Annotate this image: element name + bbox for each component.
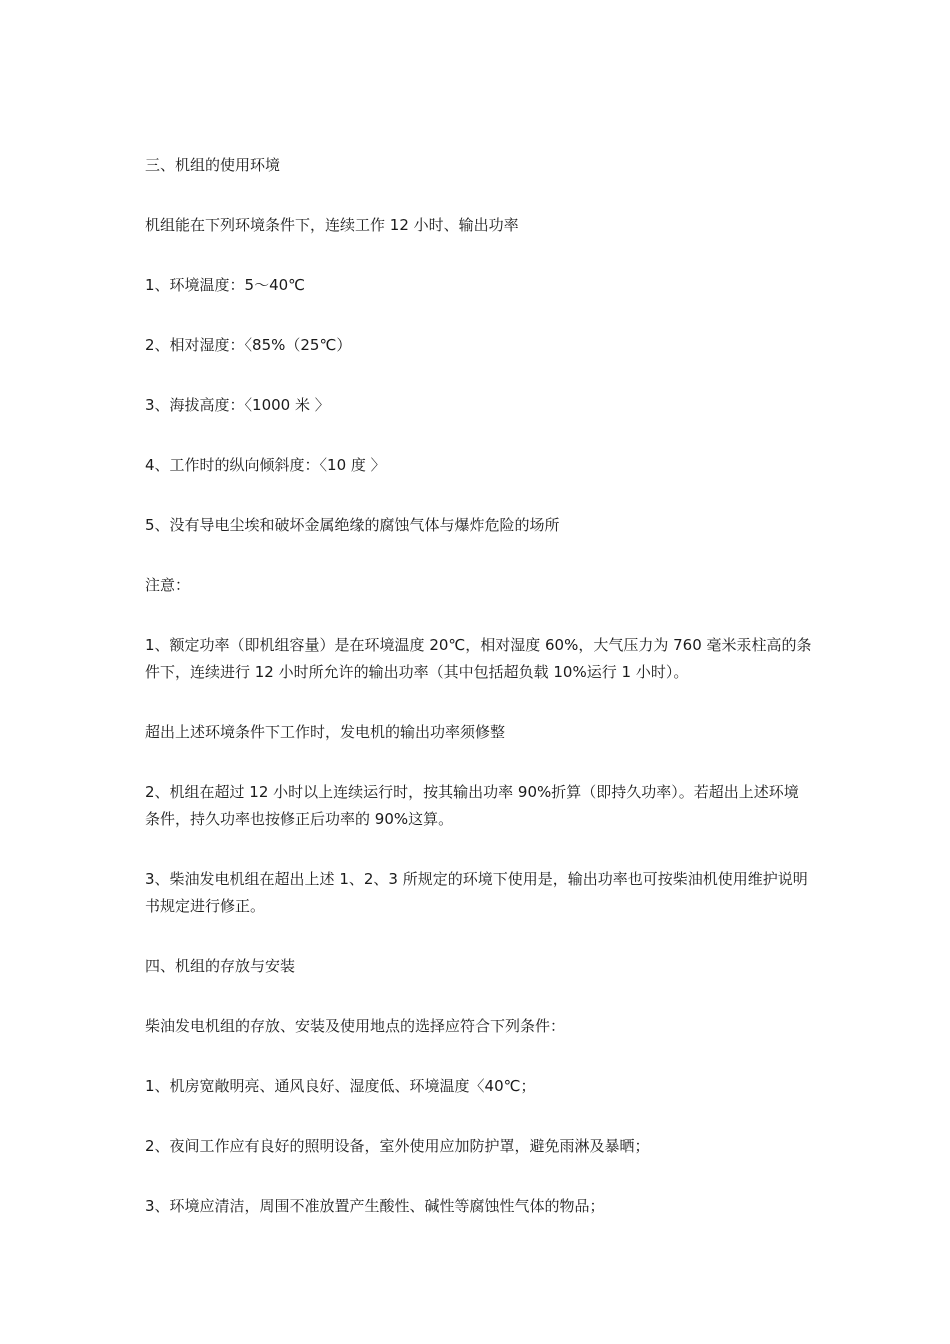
list-item: 2、机组在超过 12 小时以上连续运行时，按其输出功率 90%折算（即持久功率）。若超出上述环境条件，持久功率也按修正后功率的 90%这算。 xyxy=(145,783,799,828)
paragraph: 机组能在下列环境条件下，连续工作 12 小时、输出功率 xyxy=(145,216,519,234)
paragraph: 超出上述环境条件下工作时，发电机的输出功率须修整 xyxy=(145,723,506,741)
paragraph: 柴油发电机组的存放、安装及使用地点的选择应符合下列条件： xyxy=(145,1017,566,1035)
document-body xyxy=(145,152,813,1220)
list-item: 1、机房宽敞明亮、通风良好、湿度低、环境温度〈40℃； xyxy=(145,1077,536,1095)
list-item: 3、柴油发电机组在超出上述 1、2、3 所规定的环境下使用是，输出功率也可按柴油机使用维护说明书规定进行修正。 xyxy=(145,870,808,915)
list-item: 1、额定功率（即机组容量）是在环境温度 20℃，相对湿度 60%，大气压力为 760 毫米汞柱高的条件下，连续进行 12 小时所允许的输出功率（其中包括超负载 10%运行 1 小时）。 xyxy=(145,636,812,681)
list-item: 1、环境温度：5～40℃ xyxy=(145,276,306,294)
list-item: 4、工作时的纵向倾斜度：〈10 度 〉 xyxy=(145,456,386,474)
section-heading-4: 四、机组的存放与安装 xyxy=(145,957,296,975)
section-heading-3: 三、机组的使用环境 xyxy=(145,156,281,174)
list-item: 3、海拔高度：〈1000 米 〉 xyxy=(145,396,330,414)
list-item: 3、环境应清洁，周围不准放置产生酸性、碱性等腐蚀性气体的物品； xyxy=(145,1197,605,1215)
note-heading: 注意： xyxy=(145,576,191,594)
list-item: 2、相对湿度：〈85%（25℃） xyxy=(145,336,352,354)
list-item: 5、没有导电尘埃和破坏金属绝缘的腐蚀气体与爆炸危险的场所 xyxy=(145,516,560,534)
list-item: 2、夜间工作应有良好的照明设备，室外使用应加防护罩，避免雨淋及暴晒； xyxy=(145,1137,650,1155)
